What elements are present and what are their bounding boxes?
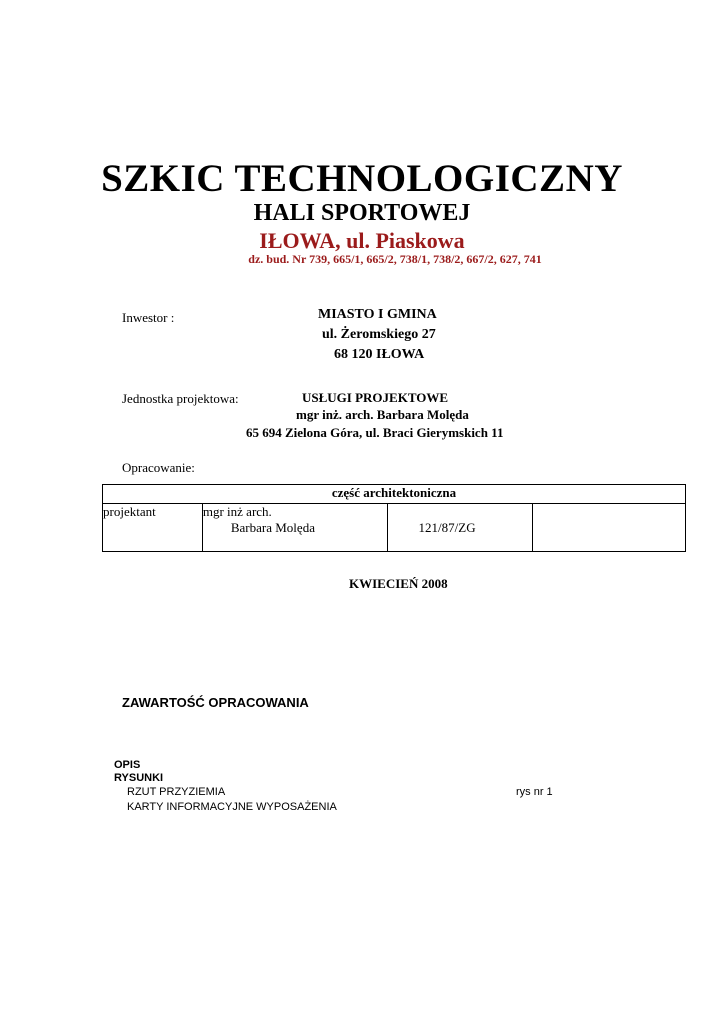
designer-title: mgr inż arch. (202, 504, 272, 519)
plot-numbers: dz. bud. Nr 739, 665/1, 665/2, 738/1, 738/2, 667/2, 627, 741 (248, 252, 542, 266)
license-cell (387, 504, 533, 552)
document-date: KWIECIEŃ 2008 (349, 576, 448, 591)
investor-name: MIASTO I GMINA (318, 307, 437, 322)
design-unit-label: Jednostka projektowa: (122, 391, 239, 406)
role-cell (103, 504, 203, 552)
investor-label: Inwestor : (122, 310, 175, 325)
location: IŁOWA, ul. Piaskowa (259, 228, 465, 253)
designer-cell (202, 504, 387, 552)
role-text: projektant (103, 504, 156, 519)
design-unit-address: 65 694 Zielona Góra, ul. Braci Gierymskich 11 (246, 425, 504, 440)
design-unit-architect: mgr inż. arch. Barbara Molęda (296, 407, 469, 422)
designer-name: Barbara Molęda (230, 520, 315, 535)
document-subtitle: HALI SPORTOWEJ (253, 200, 471, 226)
document-title: SZKIC TECHNOLOGICZNY (101, 157, 623, 200)
license-number: 121/87/ZG (418, 520, 476, 535)
authors-table (102, 484, 686, 552)
design-unit-name: USŁUGI PROJEKTOWE (302, 390, 449, 405)
contents-rysunki: RYSUNKI (114, 772, 164, 784)
contents-opis: OPIS (114, 759, 141, 771)
contents-item-ref: rys nr 1 (516, 786, 553, 798)
investor-street: ul. Żeromskiego 27 (322, 327, 436, 342)
contents-item-name: RZUT PRZYZIEMIA (127, 786, 226, 798)
investor-city: 68 120 IŁOWA (334, 347, 425, 362)
table-header: część architektoniczna (103, 485, 686, 504)
prepared-label: Opracowanie: (122, 460, 195, 475)
contents-item-name: KARTY INFORMACYJNE WYPOSAŻENIA (127, 801, 337, 813)
contents-heading: ZAWARTOŚĆ OPRACOWANIA (122, 695, 309, 710)
signature-cell (533, 504, 686, 552)
